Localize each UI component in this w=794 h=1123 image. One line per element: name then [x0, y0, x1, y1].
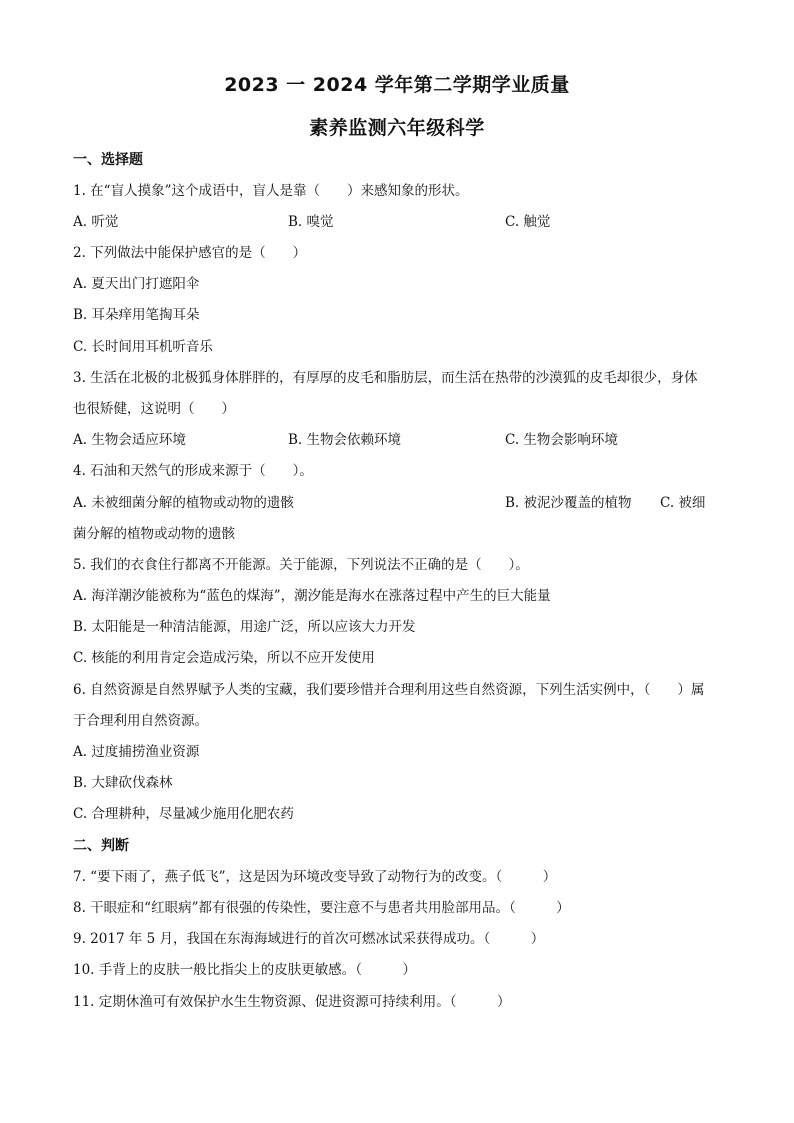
- q4-option-c: C. 被细: [660, 495, 706, 511]
- section-judge-heading: 二、判断: [73, 838, 129, 854]
- q5-option-b: B. 太阳能是一种清洁能源，用途广泛，所以应该大力开发: [73, 619, 416, 635]
- q3-stem-line2: 也很矫健，这说明（ ）: [73, 401, 235, 417]
- q6-stem-line1: 6. 自然资源是自然界赋予人类的宝藏，我们要珍惜并合理利用这些自然资源，下列生活实例中，（ ）属: [73, 682, 705, 698]
- q11-statement: 11. 定期休渔可有效保护水生生物资源、促进资源可持续利用。（ ）: [73, 994, 511, 1010]
- q2-option-b: B. 耳朵痒用笔掏耳朵: [73, 307, 200, 323]
- q5-option-a: A. 海洋潮汐能被称为“蓝色的煤海”，潮汐能是海水在涨落过程中产生的巨大能量: [73, 588, 551, 604]
- q10-statement: 10. 手背上的皮肤一般比指尖上的皮肤更敏感。（ ）: [73, 962, 417, 978]
- q2-stem: 2. 下列做法中能保护感官的是（ ）: [73, 245, 307, 261]
- q1-option-a: A. 听觉: [73, 214, 119, 230]
- q3-stem-line1: 3. 生活在北极的北极狐身体胖胖的，有厚厚的皮毛和脂肪层，而生活在热带的沙漠狐的皮毛却很少，身体: [73, 370, 698, 386]
- q6-option-a: A. 过度捕捞渔业资源: [73, 744, 200, 760]
- q4-option-b: B. 被泥沙覆盖的植物: [505, 495, 632, 511]
- q3-option-c: C. 生物会影响环境: [505, 432, 618, 448]
- q1-option-c: C. 触觉: [505, 214, 551, 230]
- exam-title-line2: 素养监测六年级科学: [309, 117, 485, 139]
- q4-option-c-continued: 菌分解的植物或动物的遗骸: [73, 526, 235, 542]
- q6-option-c: C. 合理耕种，尽量减少施用化肥农药: [73, 806, 294, 822]
- q2-option-a: A. 夏天出门打遮阳伞: [73, 276, 200, 292]
- q9-statement: 9. 2017 年 5 月，我国在东海海域进行的首次可燃冰试采获得成功。（ ）: [73, 931, 545, 947]
- q7-statement: 7. “要下雨了，燕子低飞”，这是因为环境改变导致了动物行为的改变。（ ）: [73, 869, 557, 885]
- q3-option-b: B. 生物会依赖环境: [288, 432, 402, 448]
- q4-option-a: A. 未被细菌分解的植物或动物的遗骸: [73, 495, 294, 511]
- q1-option-b: B. 嗅觉: [288, 214, 334, 230]
- q3-option-a: A. 生物会适应环境: [73, 432, 186, 448]
- q5-stem: 5. 我们的衣食住行都离不开能源。关于能源，下列说法不正确的是（ ）。: [73, 557, 529, 573]
- section-choice-heading: 一、选择题: [73, 152, 143, 168]
- q8-statement: 8. 干眼症和“红眼病”都有很强的传染性，要注意不与患者共用脸部用品。（ ）: [73, 900, 570, 916]
- q6-stem-line2: 于合理利用自然资源。: [73, 713, 208, 729]
- exam-title-line1: 2023 一 2024 学年第二学期学业质量: [224, 74, 570, 96]
- q4-stem: 4. 石油和天然气的形成来源于（ ）。: [73, 463, 313, 479]
- q6-option-b: B. 大肆砍伐森林: [73, 775, 173, 791]
- q1-stem: 1. 在“盲人摸象”这个成语中，盲人是靠（ ）来感知象的形状。: [73, 183, 469, 199]
- q5-option-c: C. 核能的利用肯定会造成污染，所以不应开发使用: [73, 650, 375, 666]
- q2-option-c: C. 长时间用耳机听音乐: [73, 339, 213, 355]
